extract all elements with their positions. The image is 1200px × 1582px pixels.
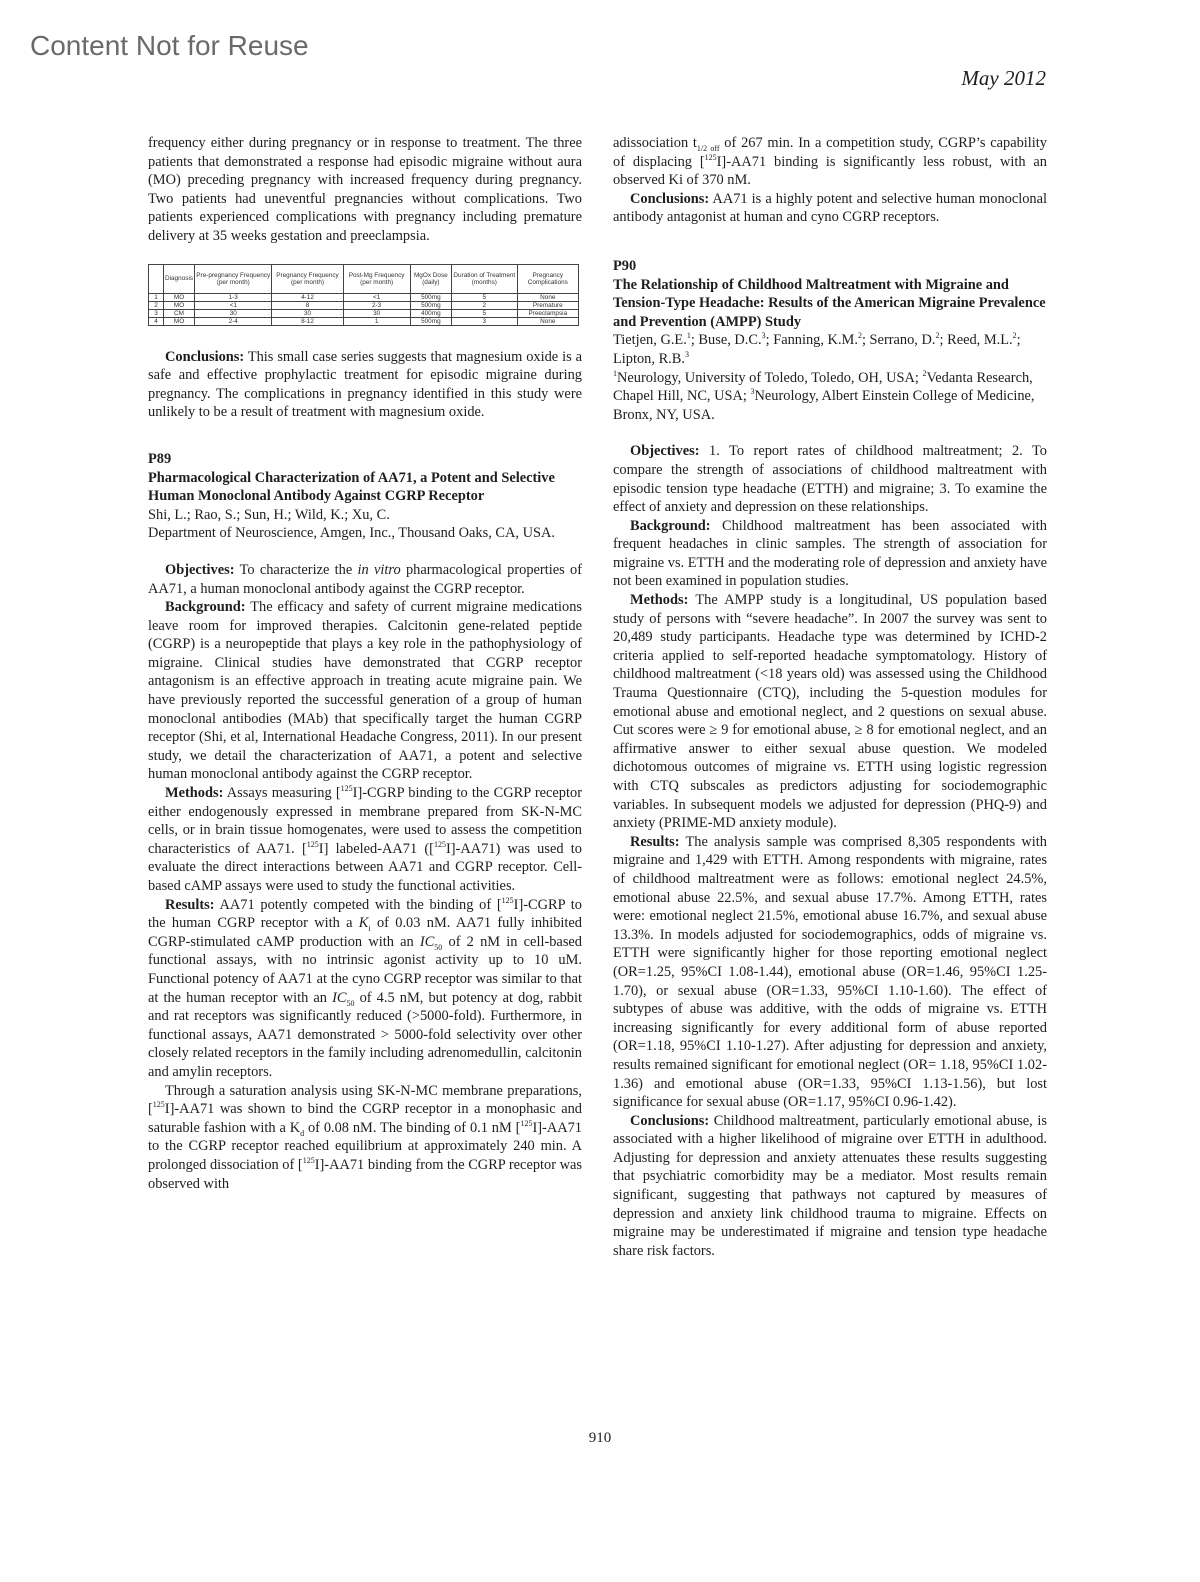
table-row	[149, 309, 579, 317]
table-cell: 30	[343, 309, 410, 317]
text-run: The efficacy and safety of current migraine medications leave room for improved therapies. Calcitonin gene-related peptide (CGRP) is a neuropeptide that plays a key role in the pathophysiology of migraine. Clinical studies have demonstrated that CGRP receptor antagonism is an effective approach in treating acute migraine pain. We have previously reported the successful generation of a group of human monoclonal antibodies (MAb) that specifically target the human CGRP receptor (Shi, et al, International Headache Congress, 2011). In our present study, we detail the characterization of AA71, a potent and selective human monoclonal antibody against the CGRP receptor.	[148, 599, 582, 783]
superscript: 125	[433, 840, 446, 850]
results-label: Results:	[165, 896, 215, 913]
authors-p89: Shi, L.; Rao, S.; Sun, H.; Wild, K.; Xu, C.	[148, 506, 390, 523]
text-run: The AMPP study is a longitudinal, US population based study of persons with “severe headache”. In 2007 the survey was sent to 20,489 study participants. Headache type was determined by ICHD-2 criteria applied to self-reported headache symptomatology. History of childhood maltreatment (<18 years old) was assessed using the Childhood Trauma Questionnaire (CTQ), including the 5-question modules for emotional abuse and emotional neglect, and 2 questions on sexual abuse. Cut scores were ≥ 9 for emotional abuse, ≥ 8 for emotional neglect, and an affirmative answer to either sexual abuse question. We modeled dichotomous outcomes of migraine vs. ETTH using logistic regression with CTQ subscales as predictors adjusting for sociodemographic variables. In subsequent models we adjusted for depression (PHQ-9) and anxiety (PRIME-MD anxiety module).	[613, 592, 1047, 832]
superscript: 1	[686, 331, 691, 341]
table-cell: 2-4	[195, 317, 272, 325]
continuation-paragraph	[613, 134, 1047, 190]
results-label: Results:	[630, 833, 680, 850]
table-cell: 500mg	[410, 317, 451, 325]
text-run: AA71 is a highly potent and selective human monoclonal antibody antagonist at human and cyno CGRP receptors.	[613, 190, 1047, 226]
table-cell: 500mg	[410, 301, 451, 309]
conclusions-label: Conclusions:	[165, 348, 245, 365]
objectives-label: Objectives:	[165, 561, 235, 578]
superscript: 2	[857, 331, 862, 341]
table-row	[149, 293, 579, 301]
table-cell: MO	[164, 301, 195, 309]
superscript: 125	[306, 840, 319, 850]
superscript: 3	[684, 350, 689, 360]
conclusions-label: Conclusions:	[630, 1112, 710, 1129]
header-date: May 2012	[961, 66, 1046, 90]
table-cell: 2	[452, 301, 518, 309]
table-cell: Premature	[517, 301, 578, 309]
table-cell: 400mg	[410, 309, 451, 317]
author: ; Fanning, K.M.	[765, 332, 858, 349]
table-cell: 500mg	[410, 293, 451, 301]
text-run: I]-AA71) was used to evaluate the direct interactions between AA71 and CGRP receptor. Cell-based cAMP assays were used to study the functional activities.	[148, 840, 582, 894]
table-cell: 4	[149, 317, 164, 325]
conclusions-paragraph	[148, 348, 582, 422]
table-cell: 3	[452, 317, 518, 325]
conclusions-paragraph-p89	[613, 190, 1047, 227]
superscript: 125	[340, 784, 353, 794]
table-cell: <1	[195, 301, 272, 309]
table-cell: 1-3	[195, 293, 272, 301]
table-header-cell: MgOx Dose (daily)	[410, 264, 451, 293]
superscript: 125	[501, 895, 514, 905]
text-run: Neurology, Albert Einstein College of Medicine, Bronx, NY, USA.	[613, 388, 1035, 423]
text-run-italic: in vitro	[357, 561, 401, 578]
text-run: pharmacological properties of AA71, a human monoclonal antibody against the CGRP receptor.	[148, 561, 582, 597]
text-run: To characterize the	[234, 561, 358, 578]
text-run: of 2 nM in cell-based functional assays, with no intrinsic agonist activity up to 10 uM. Functional potency of AA71 at the cyno CGRP receptor was similar to that at the human receptor with an	[148, 933, 582, 1006]
author: ; Lipton, R.B.	[613, 332, 1021, 367]
conclusions-label: Conclusions:	[630, 190, 710, 207]
text-run: Childhood maltreatment has been associated with frequent headaches in clinic samples. The strength of association for migraine vs. ETTH and the moderating role of depression and anxiety have not been examined in population studies.	[613, 517, 1047, 590]
superscript: 125	[704, 152, 717, 162]
affiliation-p89: Department of Neuroscience, Amgen, Inc., Thousand Oaks, CA, USA.	[148, 525, 555, 542]
author: ; Reed, M.L.	[939, 332, 1013, 349]
text-run: Childhood maltreatment, particularly emotional abuse, is associated with a higher likelihood of migraine over ETTH in adulthood. Adjusting for depression and anxiety attenuates these results suggesting that psychiatric comorbidity may be a mediator. Most results remain significant, suggesting that pathways not captured by measures of depression and anxiety link childhood trauma to migraine. Effects on migraine may be underestimated if migraine and tension type headache share risk factors.	[613, 1112, 1047, 1259]
author: Tietjen, G.E.	[613, 332, 687, 349]
table-header-cell: Pre-pregnancy Frequency (per month)	[195, 264, 272, 293]
section-gap	[148, 543, 582, 561]
table-cell: 30	[272, 309, 343, 317]
subscript: d	[300, 1128, 305, 1138]
text-run: I]-AA71 binding from the CGRP receptor was observed with	[148, 1156, 582, 1192]
conclusions-paragraph-p90	[613, 1112, 1047, 1261]
methods-paragraph	[148, 784, 582, 896]
table-cell: 4-12	[272, 293, 343, 301]
objectives-paragraph-p90	[613, 442, 1047, 516]
text-run: of 4.5 nM, but potency at dog, rabbit and rat receptors was significantly reduced (>5000-fold). Furthermore, in functional assays, AA71 demonstrated > 5000-fold selectivity over other closely related receptors in the family including adrenomedullin, calcitonin and amylin receptors.	[148, 989, 582, 1080]
subscript: i	[368, 924, 371, 934]
table-cell: 1	[343, 317, 410, 325]
table-header-cell	[149, 264, 164, 293]
superscript: 2	[935, 331, 940, 341]
case-table	[148, 264, 579, 326]
abstract-title-p89: Pharmacological Characterization of AA71, a Potent and Selective Human Monoclonal Antibody Against CGRP Receptor	[148, 469, 555, 505]
table-cell: 30	[195, 309, 272, 317]
text-run: of 0.03 nM. AA71 fully inhibited CGRP-stimulated cAMP production with an	[148, 915, 582, 950]
table-header-cell: Pregnancy Complications	[517, 264, 578, 293]
subscript: 50	[346, 998, 355, 1008]
table-cell: 3	[149, 309, 164, 317]
intro-paragraph: frequency either during pregnancy or in response to treatment. The three patients that demonstrated a response had episodic migraine without aura (MO) preceding pregnancy with increased frequency during pregnancy. Two patients had uneventful pregnancies without complications. Two patients experienced complications with pregnancy including premature delivery at 35 weeks gestation and preeclampsia.	[148, 135, 582, 244]
methods-label: Methods:	[630, 592, 689, 609]
left-column	[148, 134, 582, 1193]
background-label: Background:	[165, 599, 246, 616]
objectives-label: Objectives:	[630, 443, 700, 460]
text-run: Vedanta Research, Chapel Hill, NC, USA;	[613, 369, 1033, 405]
text-run: Through a saturation analysis using SK-N-MC membrane preparations, [	[148, 1082, 582, 1118]
right-column	[613, 134, 1047, 1260]
abstract-id-p90: P90	[613, 257, 637, 274]
text-run: I]-AA71 to the CGRP receptor reached equilibrium at approximately 240 min. A prolonged dissociation of [	[148, 1119, 583, 1173]
superscript: 2	[1012, 331, 1017, 341]
superscript: 125	[152, 1100, 165, 1110]
table-cell: 5	[452, 309, 518, 317]
text-run: I] labeled-AA71 ([	[318, 840, 434, 857]
ic50-symbol: IC	[419, 933, 435, 950]
subscript: 50	[434, 942, 443, 952]
section-gap	[613, 424, 1047, 442]
text-run: I]-CGRP to the human CGRP receptor with a	[148, 896, 582, 932]
ki-symbol: K	[358, 915, 369, 932]
table-header-cell: Diagnosis	[164, 264, 195, 293]
table-cell: 2	[149, 301, 164, 309]
text-run: 1. To report rates of childhood maltreatment; 2. To compare the strength of associations of childhood maltreatment with episodic tension type headache (ETTH) and migraine; 3. To examine the effect of anxiety and depression on these relationships.	[613, 443, 1047, 516]
text-run: of 267 min. In a competition study, CGRP’s capability of displacing [	[613, 135, 1047, 170]
text-run: The analysis sample was comprised 8,305 respondents with migraine and 1,429 with ETTH. Among respondents with migraine, rates of childhood maltreatment were as follows: emotional neglect 24.5%, emotional abuse 22.5%, and sexual abuse 17.7%. Among ETTH, rates were: emotional neglect 21.5%, emotional abuse 16.7%, and sexual abuse 13.3%. In models adjusted for sociodemographics, odds of migraine vs. ETTH were significantly higher for those reporting emotional neglect (OR=1.25, 95%CI 1.08-1.44), emotional abuse (OR=1.46, 95%CI 1.25-1.70), or sexual abuse (OR=1.33, 95%CI 1.10-1.60). The effect of subtypes of abuse was additive, with the odds of migraine vs. ETTH increasing significantly for every additional form of abuse reported (OR=1.18, 95%CI 1.10-1.27). After adjusting for depression and anxiety, results remained significant for emotional neglect (OR= 1.18, 95%CI 1.02-1.36) and emotional abuse (OR=1.33, 95%CI 1.13-1.56), but lost significance for sexual abuse (OR=1.17, 95%CI 0.96-1.42).	[613, 833, 1047, 1111]
table-cell: <1	[343, 293, 410, 301]
text-run: Assays measuring [	[223, 785, 341, 802]
table-cell: MO	[164, 293, 195, 301]
text-run: Neurology, University of Toledo, Toledo, OH, USA;	[617, 369, 923, 386]
section-gap	[148, 422, 582, 450]
author: ; Buse, D.C.	[690, 332, 762, 349]
table-cell: 8	[272, 301, 343, 309]
abstract-title-p90: The Relationship of Childhood Maltreatment with Migraine and Tension-Type Headache: Results of the American Migraine Prevalence and Prevention (AMPP) Study	[613, 276, 1046, 330]
conclusions-text: This small case series suggests that magnesium oxide is a safe and effective prophylactic treatment for episodic migraine during pregnancy. The complications in pregnancy identified in this study were unlikely to be a result of treatment with magnesium oxide.	[148, 348, 582, 421]
watermark: Content Not for Reuse	[30, 30, 309, 61]
table-header-cell: Post-Mg Frequency (per month)	[343, 264, 410, 293]
table-cell: 1	[149, 293, 164, 301]
background-paragraph-p90	[613, 517, 1047, 591]
text-run: I]-CGRP binding to the CGRP receptor either endogenously expressed in membrane prepared from SK-N-MC cells, or in brain tissue homogenates, were used to assess the competition characteristics of AA71. [	[148, 785, 582, 857]
text-run: I]-AA71 was shown to bind the CGRP receptor in a monophasic and saturable fashion with a K	[148, 1101, 582, 1136]
results-paragraph-p90	[613, 833, 1047, 1112]
superscript: 3	[750, 387, 755, 397]
superscript: 2	[922, 368, 927, 378]
affiliation-p90	[613, 369, 1047, 425]
superscript: 3	[761, 331, 766, 341]
text-run: of 0.08 nM. The binding of 0.1 nM [	[304, 1119, 521, 1136]
superscript: 125	[302, 1156, 315, 1166]
authors-p90	[613, 331, 1047, 368]
table-cell: 5	[452, 293, 518, 301]
methods-label: Methods:	[165, 785, 224, 802]
table-row	[149, 317, 579, 325]
table-cell: 8-12	[272, 317, 343, 325]
table-cell: Preeclampsia	[517, 309, 578, 317]
abstract-id-p89: P89	[148, 450, 172, 467]
text-run: adissociation t	[613, 135, 697, 151]
ic50-symbol: IC	[332, 989, 347, 1006]
objectives-paragraph	[148, 561, 582, 598]
table-cell: None	[517, 317, 578, 325]
table-cell: CM	[164, 309, 195, 317]
table-header-cell: Duration of Treatment (months)	[452, 264, 518, 293]
table-cell: None	[517, 293, 578, 301]
table-cell: MO	[164, 317, 195, 325]
table-header-row	[149, 264, 579, 293]
methods-paragraph-p90	[613, 591, 1047, 833]
subscript: 1/2 off	[696, 143, 720, 153]
page-number: 910	[588, 1430, 612, 1446]
text-run: AA71 potently competed with the binding of [	[214, 896, 502, 913]
table-row	[149, 301, 579, 309]
section-gap	[613, 227, 1047, 257]
table-header-cell: Pregnancy Frequency (per month)	[272, 264, 343, 293]
saturation-paragraph	[148, 1082, 582, 1194]
table-cell: 2-3	[343, 301, 410, 309]
background-label: Background:	[630, 517, 711, 534]
text-run: I]-AA71 binding is significantly less robust, with an observed Ki of 370 nM.	[613, 153, 1047, 189]
results-paragraph	[148, 896, 582, 1082]
author: ; Serrano, D.	[861, 332, 936, 349]
superscript: 1	[613, 368, 617, 378]
superscript: 125	[520, 1118, 533, 1128]
background-paragraph	[148, 598, 582, 784]
